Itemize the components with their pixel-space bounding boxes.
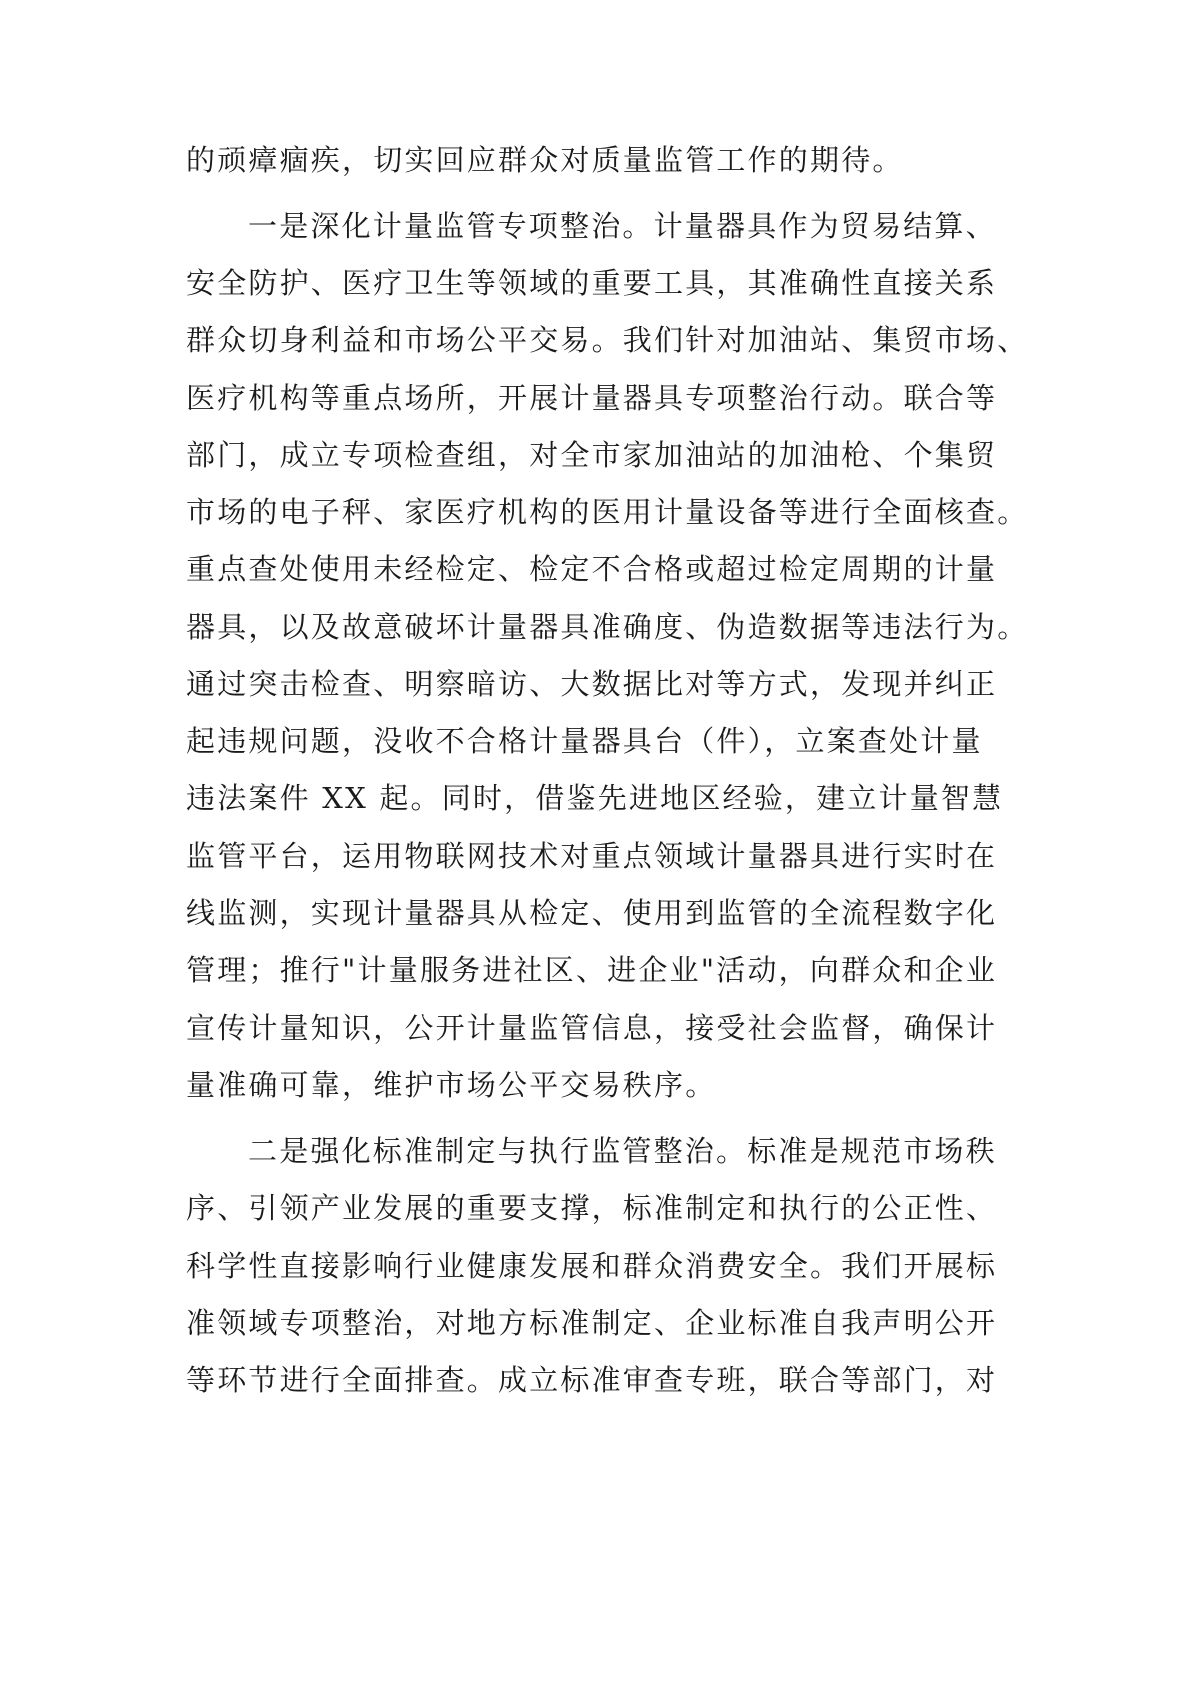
- text-line: 起违规问题，没收不合格计量器具台（件），立案查处计量: [186, 724, 983, 758]
- text-line: 量准确可靠，维护市场公平交易秩序。: [186, 1068, 717, 1102]
- paragraph-first-line: 一是深化计量监管专项整治。计量器具作为贸易结算、: [248, 209, 997, 243]
- text-line: 市场的电子秤、家医疗机构的医用计量设备等进行全面核查。: [186, 495, 1029, 529]
- text-line: 通过突击检查、明察暗访、大数据比对等方式，发现并纠正: [186, 667, 998, 701]
- text-line: 部门，成立专项检查组，对全市家加油站的加油枪、个集贸: [186, 438, 998, 472]
- text-line: 科学性直接影响行业健康发展和群众消费安全。我们开展标: [186, 1249, 998, 1283]
- text-line: 监管平台，运用物联网技术对重点领域计量器具进行实时在: [186, 839, 998, 873]
- paragraph-first-line: 二是强化标准制定与执行监管整治。标准是规范市场秩: [248, 1134, 997, 1168]
- text-line: 群众切身利益和市场公平交易。我们针对加油站、集贸市场、: [186, 323, 1029, 357]
- text-line: 器具，以及故意破坏计量器具准确度、伪造数据等违法行为。: [186, 610, 1029, 644]
- text-line: 的顽瘴痼疾，切实回应群众对质量监管工作的期待。: [186, 143, 904, 177]
- text-line: 宣传计量知识，公开计量监管信息，接受社会监督，确保计: [186, 1011, 998, 1045]
- text-line: 线监测，实现计量器具从检定、使用到监管的全流程数字化: [186, 896, 998, 930]
- text-line: 安全防护、医疗卫生等领域的重要工具，其准确性直接关系: [186, 266, 998, 300]
- text-line: 管理；推行"计量服务进社区、进企业"活动，向群众和企业: [186, 953, 998, 987]
- text-line: 违法案件 XX 起。同时，借鉴先进地区经验，建立计量智慧: [186, 781, 1004, 815]
- text-line: 准领域专项整治，对地方标准制定、企业标准自我声明公开: [186, 1306, 998, 1340]
- text-line: 等环节进行全面排查。成立标准审查专班，联合等部门，对: [186, 1363, 998, 1397]
- text-line: 序、引领产业发展的重要支撑，标准制定和执行的公正性、: [186, 1191, 998, 1225]
- text-line: 重点查处使用未经检定、检定不合格或超过检定周期的计量: [186, 552, 998, 586]
- text-line: 医疗机构等重点场所，开展计量器具专项整治行动。联合等: [186, 381, 998, 415]
